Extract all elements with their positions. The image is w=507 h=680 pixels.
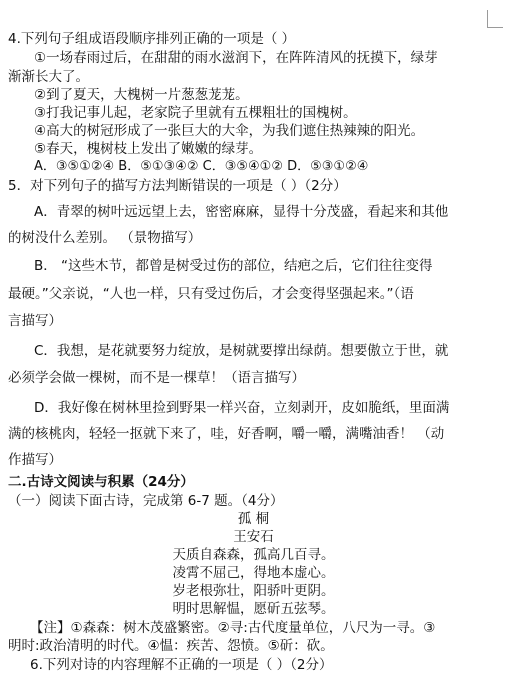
poem-author: 王安石 xyxy=(233,529,274,545)
q4-sentence-5: ⑤春天，槐树枝上发出了嫩嫩的绿芽。 xyxy=(34,141,263,157)
q4-sentence-2: ②到了夏天，大槐树一片葱葱茏茏。 xyxy=(34,87,249,103)
poem-line-2: 凌霄不屈己，得地本虚心。 xyxy=(172,565,335,581)
poem-note-line2: 明时:政治清明的时代。④愠：疾苦、怨愤。⑤斫：砍。 xyxy=(8,638,334,654)
q5-option-d-line1: D．我好像在树林里捡到野果一样兴奋，立刻剥开，皮如脆纸，里面满 xyxy=(34,400,450,416)
q5-option-a-line2: 的树没什么差别。 （景物描写） xyxy=(8,230,202,246)
poem-line-3: 岁老根弥壮，阳骄叶更阴。 xyxy=(172,583,335,599)
page-corner-mark xyxy=(487,10,503,28)
section-heading: 二.古诗文阅读与积累（24分） xyxy=(8,474,194,490)
poem-line-1: 天质自森森，孤高几百寻。 xyxy=(172,547,335,563)
q4-stem: 4.下列句子组成语段顺序排列正确的一项是（ ） xyxy=(8,31,296,47)
q4-sentence-3: ③打我记事儿起，老家院子里就有五棵粗壮的国槐树。 xyxy=(34,105,357,121)
q5-option-c-line1: C．我想，是花就要努力绽放，是树就要撑出绿荫。想要傲立于世，就 xyxy=(34,343,449,359)
poem-line-4: 明时思解愠，愿斫五弦琴。 xyxy=(172,601,335,617)
poem-title: 孤 桐 xyxy=(237,511,270,527)
q4-options: A．③⑤①②④ B．⑤①③④② C．③⑤④①② D．⑤③①②④ xyxy=(34,159,369,174)
q4-sentence-1a: ①一场春雨过后，在甜甜的雨水滋润下，在阵阵清风的抚摸下，绿芽 xyxy=(34,50,438,66)
q5-option-d-line3: 作描写） xyxy=(8,452,62,468)
q5-option-c-line2: 必须学会做一棵树，而不是一棵草！（语言描写） xyxy=(8,370,305,386)
q5-option-d-line2: 满的核桃肉，轻轻一抠就下来了，哇，好香啊，嚼一嚼，满嘴油香！ （动 xyxy=(8,426,445,442)
q5-option-b-line1: B． “这些木节，都曾是树受过伤的部位，结疤之后，它们往往变得 xyxy=(34,258,433,274)
q4-sentence-1b: 渐渐长大了。 xyxy=(8,69,89,85)
section-subheading: （一）阅读下面古诗，完成第 6-7 题。（4分） xyxy=(8,493,284,509)
q5-option-b-line2: 最硬。”父亲说，“人也一样，只有受过伤后，才会变得坚强起来。”（语 xyxy=(8,286,414,302)
poem-note-line1: 【注】①森森：树木茂盛繁密。②寻:古代度量单位，八尺为一寻。③ xyxy=(30,620,436,636)
q6-stem: 6.下列对诗的内容理解不正确的一项是（ ）（2分） xyxy=(30,657,333,673)
q5-option-a-line1: A．青翠的树叶远远望上去，密密麻麻，显得十分茂盛，看起来和其他 xyxy=(34,204,449,220)
q5-stem: 5．对下列句子的描写方法判断错误的一项是（ ）（2分） xyxy=(8,178,347,194)
q5-option-b-line3: 言描写） xyxy=(8,313,62,329)
q4-sentence-4: ④高大的树冠形成了一张巨大的大伞，为我们遮住热辣辣的阳光。 xyxy=(34,123,425,139)
